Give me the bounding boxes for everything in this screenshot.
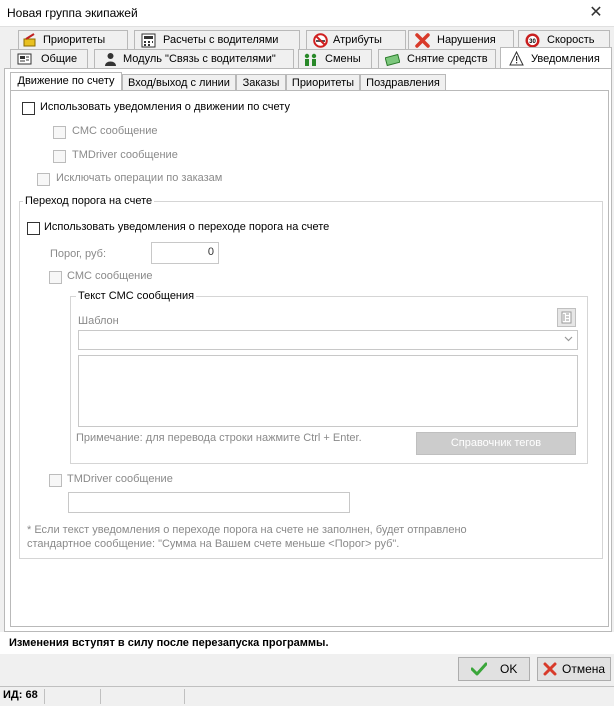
tab-notifications[interactable] bbox=[500, 47, 612, 70]
template-label: Шаблон bbox=[78, 315, 119, 327]
threshold-sms-checkbox[interactable] bbox=[49, 271, 62, 284]
status-divider bbox=[100, 689, 101, 704]
use-account-notifications-checkbox[interactable] bbox=[22, 102, 35, 115]
title-bar bbox=[0, 0, 614, 27]
tab-driver-module-label: Модуль "Связь с водителями" bbox=[123, 53, 276, 65]
tab-attributes-label: Атрибуты bbox=[333, 34, 382, 46]
account-sms-checkbox[interactable] bbox=[53, 126, 66, 139]
status-divider bbox=[44, 689, 45, 704]
tab-general-label: Общие bbox=[41, 53, 78, 65]
footnote-line-2: стандартное сообщение: "Сумма на Вашем счете меньше <Порог> руб". bbox=[27, 538, 400, 550]
threshold-amount-label: Порог, руб: bbox=[50, 248, 107, 260]
sms-text-group-label: Текст СМС сообщения bbox=[78, 290, 195, 302]
speed-sign-number: 30 bbox=[529, 39, 536, 45]
status-divider bbox=[184, 689, 185, 704]
tab-violations-label: Нарушения bbox=[437, 34, 496, 46]
tab-withdrawals[interactable] bbox=[378, 49, 496, 69]
tab-driver-payments-label: Расчеты с водителями bbox=[163, 34, 279, 46]
threshold-amount-input[interactable] bbox=[151, 242, 219, 264]
template-edit-icon bbox=[561, 311, 572, 324]
priority-icon bbox=[23, 33, 38, 48]
use-threshold-notifications-label: Использовать уведомления о переходе порога на счете bbox=[44, 221, 330, 233]
calculator-icon bbox=[141, 33, 156, 48]
newline-note: Примечание: для перевода строки нажмите Ctrl + Enter. bbox=[76, 432, 362, 444]
restart-notice-bar bbox=[0, 632, 614, 654]
exclude-order-operations-label: Исключать операции по заказам bbox=[56, 172, 223, 184]
warning-icon bbox=[509, 51, 524, 66]
window-title: Новая группа экипажей bbox=[7, 6, 138, 20]
tags-reference-button[interactable]: Справочник тегов bbox=[416, 432, 576, 455]
template-select[interactable] bbox=[78, 330, 578, 350]
exclude-order-operations-checkbox[interactable] bbox=[37, 173, 50, 186]
tmdriver-text-input[interactable] bbox=[68, 492, 350, 513]
tab-speed-label: Скорость bbox=[547, 34, 595, 46]
subtab-line-entry-exit[interactable]: Вход/выход с линии bbox=[122, 74, 236, 92]
subtab-greetings[interactable]: Поздравления bbox=[360, 74, 446, 92]
checkmark-icon bbox=[471, 662, 487, 676]
money-icon bbox=[385, 52, 400, 67]
tab-priorities-label: Приоритеты bbox=[43, 34, 106, 46]
close-button[interactable]: ✕ bbox=[589, 4, 603, 21]
threshold-group-label: Переход порога на счете bbox=[25, 195, 153, 207]
tab-priorities[interactable] bbox=[18, 30, 128, 50]
tab-shifts-label: Смены bbox=[325, 53, 361, 65]
cancel-cross-icon bbox=[543, 662, 557, 676]
tab-shifts[interactable] bbox=[298, 49, 372, 69]
tab-driver-payments[interactable] bbox=[134, 30, 300, 50]
account-tmdriver-checkbox[interactable] bbox=[53, 150, 66, 163]
record-id: ИД: 68 bbox=[3, 689, 38, 701]
subtab-account-movement[interactable]: Движение по счету bbox=[10, 72, 122, 92]
sms-text-area[interactable] bbox=[78, 355, 578, 427]
violation-cross-icon bbox=[415, 33, 430, 48]
subtab-priorities[interactable]: Приоритеты bbox=[286, 74, 360, 92]
tab-violations[interactable] bbox=[408, 30, 514, 50]
threshold-amount-value: 0 bbox=[207, 246, 214, 258]
status-bar bbox=[0, 686, 614, 706]
use-threshold-notifications-checkbox[interactable] bbox=[27, 222, 40, 235]
tab-driver-module[interactable] bbox=[94, 49, 294, 69]
driver-icon bbox=[103, 52, 118, 67]
threshold-sms-label: СМС сообщение bbox=[67, 270, 153, 282]
tab-attributes[interactable] bbox=[306, 30, 406, 50]
cancel-button-label: Отмена bbox=[562, 662, 606, 676]
shifts-icon bbox=[303, 52, 318, 67]
general-icon bbox=[17, 52, 32, 67]
subtab-orders[interactable]: Заказы bbox=[236, 74, 286, 92]
account-sms-label: СМС сообщение bbox=[72, 125, 158, 137]
footnote-line-1: * Если текст уведомления о переходе порога на счете не заполнен, будет отправлено bbox=[27, 524, 467, 536]
tab-general[interactable] bbox=[10, 49, 88, 69]
use-account-notifications-label: Использовать уведомления о движении по счету bbox=[40, 101, 290, 113]
chevron-down-icon bbox=[564, 336, 573, 342]
tab-notifications-label: Уведомления bbox=[531, 53, 600, 65]
tab-withdrawals-label: Снятие средств bbox=[407, 53, 488, 65]
threshold-tmdriver-label: TMDriver сообщение bbox=[67, 473, 173, 485]
no-smoking-icon bbox=[313, 33, 328, 48]
threshold-tmdriver-checkbox[interactable] bbox=[49, 474, 62, 487]
restart-notice: Изменения вступят в силу после перезапуска программы. bbox=[9, 637, 329, 649]
template-edit-button[interactable] bbox=[557, 308, 576, 327]
speed-sign-icon bbox=[525, 33, 540, 48]
cancel-button[interactable] bbox=[537, 657, 611, 681]
ok-button-label: OK bbox=[500, 662, 518, 676]
account-tmdriver-label: TMDriver сообщение bbox=[72, 149, 178, 161]
ok-button[interactable] bbox=[458, 657, 530, 681]
